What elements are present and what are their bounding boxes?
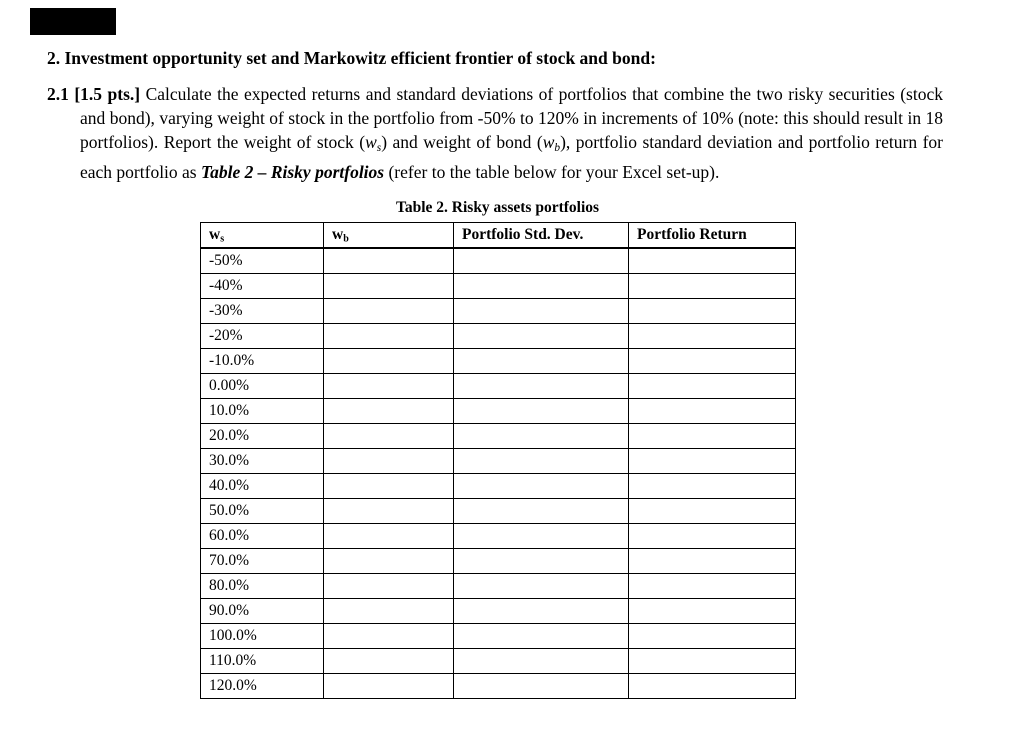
table-row [201, 273, 796, 298]
cell-wb [324, 448, 454, 473]
cell-std-dev [454, 373, 629, 398]
cell-std-dev [454, 573, 629, 598]
cell-std-dev [454, 398, 629, 423]
cell-wb [324, 398, 454, 423]
cell-wb [324, 648, 454, 673]
cell-ws: -20% [201, 323, 324, 348]
cell-ws: 30.0% [201, 448, 324, 473]
cell-return [629, 273, 796, 298]
cell-ws: 80.0% [201, 573, 324, 598]
scan-artifact-black-bar [30, 8, 116, 35]
cell-return [629, 648, 796, 673]
paragraph-tail: (refer to the table below for your Excel set-up). [384, 162, 720, 183]
cell-wb [324, 498, 454, 523]
cell-return [629, 448, 796, 473]
table-header-row [201, 222, 796, 248]
table-row [201, 248, 796, 273]
cell-wb [324, 623, 454, 648]
cell-return [629, 323, 796, 348]
header-wb-base: w [332, 225, 344, 243]
paragraph-mid2: ), portfolio standard deviation and portfolio return for each portfolio as [80, 132, 943, 183]
cell-wb [324, 373, 454, 398]
cell-std-dev [454, 598, 629, 623]
header-wb [324, 222, 454, 248]
cell-ws: 90.0% [201, 598, 324, 623]
header-wb-sub: b [343, 233, 349, 245]
header-ws [201, 222, 324, 248]
cell-return [629, 473, 796, 498]
paragraph-mid1: ) and weight of bond ( [381, 132, 543, 153]
cell-ws: -40% [201, 273, 324, 298]
cell-wb [324, 273, 454, 298]
cell-wb [324, 523, 454, 548]
cell-std-dev [454, 273, 629, 298]
cell-ws: -10.0% [201, 348, 324, 373]
cell-return [629, 298, 796, 323]
table-row [201, 323, 796, 348]
cell-ws: 0.00% [201, 373, 324, 398]
cell-std-dev [454, 673, 629, 698]
cell-std-dev [454, 623, 629, 648]
cell-std-dev [454, 298, 629, 323]
cell-ws: 40.0% [201, 473, 324, 498]
table-row [201, 523, 796, 548]
table-row [201, 648, 796, 673]
cell-return [629, 398, 796, 423]
cell-ws: 10.0% [201, 398, 324, 423]
cell-ws: -50% [201, 248, 324, 273]
cell-return [629, 498, 796, 523]
table-row [201, 448, 796, 473]
cell-ws: 20.0% [201, 423, 324, 448]
cell-wb [324, 423, 454, 448]
cell-std-dev [454, 498, 629, 523]
cell-std-dev [454, 248, 629, 273]
question-heading: 2. Investment opportunity set and Markowitz efficient frontier of stock and bond: [47, 48, 656, 68]
table-caption: Table 2. Risky assets portfolios [395, 198, 600, 216]
paragraph-label: 2.1 [1.5 pts.] [47, 84, 141, 104]
cell-std-dev [454, 523, 629, 548]
table-reference-emphasis: Table 2 – Risky portfolios [201, 162, 385, 183]
cell-return [629, 523, 796, 548]
document-content [47, 46, 943, 699]
cell-std-dev [454, 548, 629, 573]
cell-return [629, 348, 796, 373]
cell-ws: -30% [201, 298, 324, 323]
cell-std-dev [454, 648, 629, 673]
cell-ws: 70.0% [201, 548, 324, 573]
cell-std-dev [454, 348, 629, 373]
cell-wb [324, 548, 454, 573]
cell-return [629, 548, 796, 573]
table-row [201, 298, 796, 323]
wb-subscript: b [554, 142, 561, 155]
cell-ws: 110.0% [201, 648, 324, 673]
cell-wb [324, 598, 454, 623]
table-row [201, 573, 796, 598]
cell-wb [324, 248, 454, 273]
cell-return [629, 373, 796, 398]
table-row [201, 623, 796, 648]
header-ws-base: w [209, 225, 221, 243]
cell-ws: 100.0% [201, 623, 324, 648]
cell-ws: 120.0% [201, 673, 324, 698]
cell-wb [324, 298, 454, 323]
table-row [201, 598, 796, 623]
wb-symbol: w [542, 132, 555, 153]
cell-ws: 60.0% [201, 523, 324, 548]
ws-subscript: s [376, 142, 382, 155]
cell-wb [324, 348, 454, 373]
cell-std-dev [454, 423, 629, 448]
header-return: Portfolio Return [629, 222, 796, 248]
table-area [47, 199, 943, 699]
paragraph-body: Calculate the expected returns and standard deviations of portfolios that combine the two risky securities (stock and bond), varying weight of stock in the portfolio from -50% to 120% in increments of 10% (note: this should result in 18 portfolios). Report the weight of stock ( [80, 84, 943, 153]
cell-return [629, 598, 796, 623]
question-paragraph [47, 82, 943, 185]
cell-wb [324, 673, 454, 698]
cell-wb [324, 473, 454, 498]
cell-return [629, 673, 796, 698]
table-row [201, 423, 796, 448]
table-row [201, 673, 796, 698]
cell-return [629, 423, 796, 448]
cell-wb [324, 573, 454, 598]
cell-return [629, 623, 796, 648]
risky-portfolios-table [200, 222, 796, 699]
cell-wb [324, 323, 454, 348]
table-row [201, 473, 796, 498]
header-std-dev: Portfolio Std. Dev. [454, 222, 629, 248]
cell-std-dev [454, 323, 629, 348]
ws-symbol: w [365, 132, 377, 153]
cell-return [629, 248, 796, 273]
table-row [201, 498, 796, 523]
table-row [201, 548, 796, 573]
cell-ws: 50.0% [201, 498, 324, 523]
header-ws-sub: s [220, 233, 225, 245]
table-row [201, 398, 796, 423]
table-row [201, 348, 796, 373]
cell-std-dev [454, 473, 629, 498]
cell-std-dev [454, 448, 629, 473]
table-row [201, 373, 796, 398]
cell-return [629, 573, 796, 598]
